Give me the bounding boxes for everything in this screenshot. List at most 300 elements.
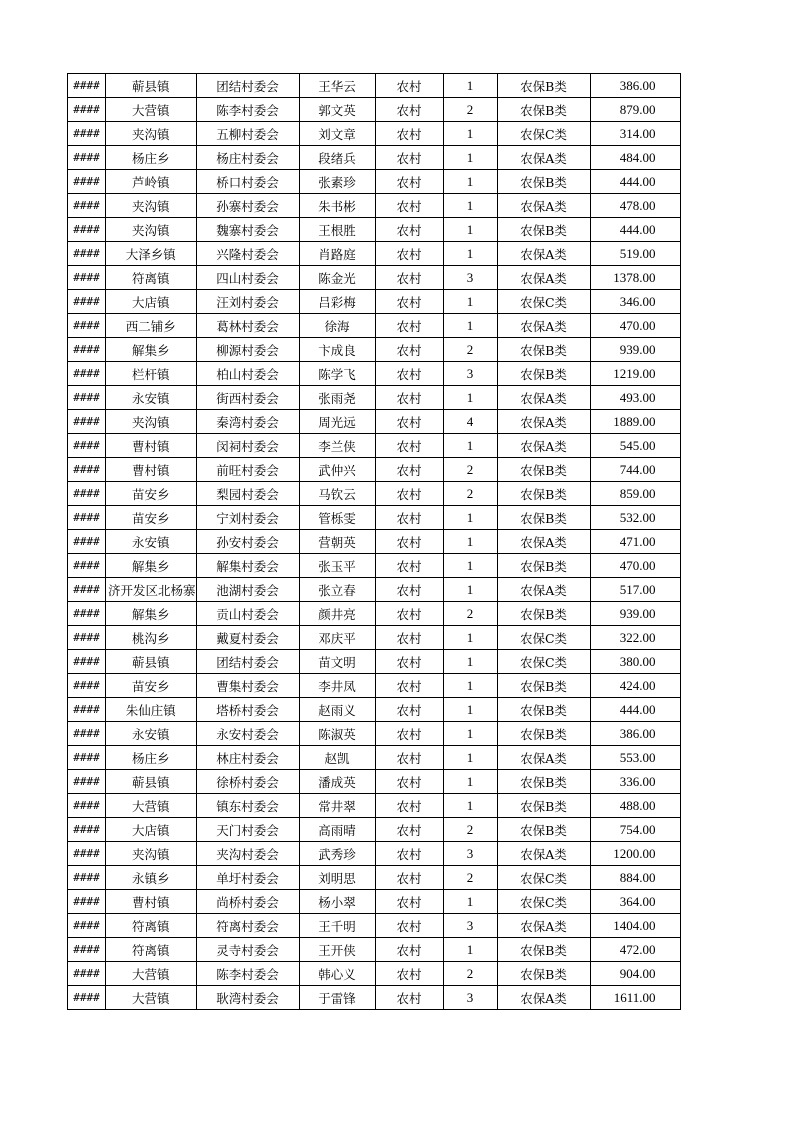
household-size-cell: 1 xyxy=(443,386,497,410)
town-cell: 西二铺乡 xyxy=(106,314,197,338)
village-cell: 葛林村委会 xyxy=(196,314,299,338)
area-type-cell: 农村 xyxy=(375,362,443,386)
insurance-class-cell: 农保B类 xyxy=(497,98,590,122)
village-cell: 池湖村委会 xyxy=(196,578,299,602)
area-type-cell: 农村 xyxy=(375,818,443,842)
town-cell: 符离镇 xyxy=(106,914,197,938)
household-size-cell: 1 xyxy=(443,746,497,770)
household-size-cell: 3 xyxy=(443,362,497,386)
date-cell: #### xyxy=(68,362,106,386)
name-cell: 李兰侠 xyxy=(299,434,375,458)
amount-cell: 386.00 xyxy=(590,722,680,746)
date-cell: #### xyxy=(68,602,106,626)
table-row xyxy=(68,266,681,290)
insurance-class-cell: 农保B类 xyxy=(497,602,590,626)
amount-cell: 744.00 xyxy=(590,458,680,482)
name-cell: 刘文章 xyxy=(299,122,375,146)
insurance-class-cell: 农保A类 xyxy=(497,986,590,1010)
table-row xyxy=(68,578,681,602)
household-size-cell: 1 xyxy=(443,194,497,218)
household-size-cell: 2 xyxy=(443,338,497,362)
date-cell: #### xyxy=(68,890,106,914)
household-size-cell: 1 xyxy=(443,650,497,674)
area-type-cell: 农村 xyxy=(375,146,443,170)
name-cell: 陈学飞 xyxy=(299,362,375,386)
amount-cell: 444.00 xyxy=(590,170,680,194)
table-row xyxy=(68,290,681,314)
household-size-cell: 1 xyxy=(443,314,497,338)
date-cell: #### xyxy=(68,914,106,938)
town-cell: 大泽乡镇 xyxy=(106,242,197,266)
table-row xyxy=(68,842,681,866)
area-type-cell: 农村 xyxy=(375,938,443,962)
area-type-cell: 农村 xyxy=(375,602,443,626)
amount-cell: 904.00 xyxy=(590,962,680,986)
area-type-cell: 农村 xyxy=(375,386,443,410)
date-cell: #### xyxy=(68,482,106,506)
table-row xyxy=(68,74,681,98)
household-size-cell: 1 xyxy=(443,218,497,242)
village-cell: 尚桥村委会 xyxy=(196,890,299,914)
table-row xyxy=(68,818,681,842)
village-cell: 团结村委会 xyxy=(196,74,299,98)
table-body xyxy=(68,74,681,1010)
table-row xyxy=(68,530,681,554)
amount-cell: 939.00 xyxy=(590,338,680,362)
date-cell: #### xyxy=(68,530,106,554)
area-type-cell: 农村 xyxy=(375,626,443,650)
town-cell: 夹沟镇 xyxy=(106,122,197,146)
date-cell: #### xyxy=(68,266,106,290)
amount-cell: 517.00 xyxy=(590,578,680,602)
town-cell: 大营镇 xyxy=(106,986,197,1010)
date-cell: #### xyxy=(68,650,106,674)
household-size-cell: 2 xyxy=(443,458,497,482)
date-cell: #### xyxy=(68,962,106,986)
household-size-cell: 2 xyxy=(443,602,497,626)
area-type-cell: 农村 xyxy=(375,218,443,242)
town-cell: 永镇乡 xyxy=(106,866,197,890)
amount-cell: 364.00 xyxy=(590,890,680,914)
name-cell: 马钦云 xyxy=(299,482,375,506)
name-cell: 高雨晴 xyxy=(299,818,375,842)
date-cell: #### xyxy=(68,98,106,122)
household-size-cell: 2 xyxy=(443,482,497,506)
date-cell: #### xyxy=(68,338,106,362)
amount-cell: 553.00 xyxy=(590,746,680,770)
table-row xyxy=(68,890,681,914)
date-cell: #### xyxy=(68,794,106,818)
date-cell: #### xyxy=(68,842,106,866)
amount-cell: 470.00 xyxy=(590,554,680,578)
village-cell: 桥口村委会 xyxy=(196,170,299,194)
village-cell: 徐桥村委会 xyxy=(196,770,299,794)
insurance-class-cell: 农保A类 xyxy=(497,746,590,770)
town-cell: 芦岭镇 xyxy=(106,170,197,194)
area-type-cell: 农村 xyxy=(375,770,443,794)
area-type-cell: 农村 xyxy=(375,722,443,746)
name-cell: 王开侠 xyxy=(299,938,375,962)
date-cell: #### xyxy=(68,218,106,242)
insurance-class-cell: 农保C类 xyxy=(497,890,590,914)
insurance-class-cell: 农保B类 xyxy=(497,170,590,194)
household-size-cell: 3 xyxy=(443,842,497,866)
area-type-cell: 农村 xyxy=(375,578,443,602)
amount-cell: 1219.00 xyxy=(590,362,680,386)
date-cell: #### xyxy=(68,986,106,1010)
area-type-cell: 农村 xyxy=(375,458,443,482)
village-cell: 宁刘村委会 xyxy=(196,506,299,530)
table-row xyxy=(68,362,681,386)
village-cell: 孙寨村委会 xyxy=(196,194,299,218)
town-cell: 曹村镇 xyxy=(106,434,197,458)
amount-cell: 314.00 xyxy=(590,122,680,146)
village-cell: 单圩村委会 xyxy=(196,866,299,890)
name-cell: 常井翠 xyxy=(299,794,375,818)
household-size-cell: 1 xyxy=(443,722,497,746)
insurance-class-cell: 农保B类 xyxy=(497,938,590,962)
village-cell: 夹沟村委会 xyxy=(196,842,299,866)
date-cell: #### xyxy=(68,770,106,794)
village-cell: 前旺村委会 xyxy=(196,458,299,482)
insurance-class-cell: 农保A类 xyxy=(497,842,590,866)
area-type-cell: 农村 xyxy=(375,98,443,122)
name-cell: 张立春 xyxy=(299,578,375,602)
area-type-cell: 农村 xyxy=(375,554,443,578)
amount-cell: 754.00 xyxy=(590,818,680,842)
village-cell: 天门村委会 xyxy=(196,818,299,842)
town-cell: 朱仙庄镇 xyxy=(106,698,197,722)
amount-cell: 380.00 xyxy=(590,650,680,674)
amount-cell: 488.00 xyxy=(590,794,680,818)
town-cell: 苗安乡 xyxy=(106,674,197,698)
village-cell: 陈李村委会 xyxy=(196,962,299,986)
amount-cell: 532.00 xyxy=(590,506,680,530)
name-cell: 赵雨义 xyxy=(299,698,375,722)
village-cell: 团结村委会 xyxy=(196,650,299,674)
amount-cell: 386.00 xyxy=(590,74,680,98)
insurance-class-cell: 农保B类 xyxy=(497,506,590,530)
household-size-cell: 1 xyxy=(443,290,497,314)
table-row xyxy=(68,218,681,242)
amount-cell: 1378.00 xyxy=(590,266,680,290)
amount-cell: 322.00 xyxy=(590,626,680,650)
amount-cell: 478.00 xyxy=(590,194,680,218)
amount-cell: 1889.00 xyxy=(590,410,680,434)
household-size-cell: 1 xyxy=(443,698,497,722)
amount-cell: 444.00 xyxy=(590,218,680,242)
date-cell: #### xyxy=(68,506,106,530)
name-cell: 王根胜 xyxy=(299,218,375,242)
date-cell: #### xyxy=(68,674,106,698)
insurance-class-cell: 农保B类 xyxy=(497,482,590,506)
insurance-class-cell: 农保B类 xyxy=(497,698,590,722)
insurance-class-cell: 农保C类 xyxy=(497,866,590,890)
name-cell: 周光远 xyxy=(299,410,375,434)
table-row xyxy=(68,770,681,794)
table-row xyxy=(68,794,681,818)
table-row xyxy=(68,674,681,698)
table-row xyxy=(68,98,681,122)
town-cell: 蕲县镇 xyxy=(106,74,197,98)
area-type-cell: 农村 xyxy=(375,170,443,194)
insurance-class-cell: 农保B类 xyxy=(497,674,590,698)
table-row xyxy=(68,482,681,506)
insurance-class-cell: 农保A类 xyxy=(497,914,590,938)
table-row xyxy=(68,914,681,938)
table-row xyxy=(68,962,681,986)
town-cell: 曹村镇 xyxy=(106,890,197,914)
village-cell: 魏寨村委会 xyxy=(196,218,299,242)
insurance-class-cell: 农保B类 xyxy=(497,554,590,578)
beneficiary-table xyxy=(67,73,681,1010)
household-size-cell: 1 xyxy=(443,74,497,98)
name-cell: 郭文英 xyxy=(299,98,375,122)
amount-cell: 470.00 xyxy=(590,314,680,338)
village-cell: 解集村委会 xyxy=(196,554,299,578)
town-cell: 蕲县镇 xyxy=(106,650,197,674)
amount-cell: 939.00 xyxy=(590,602,680,626)
amount-cell: 346.00 xyxy=(590,290,680,314)
insurance-class-cell: 农保A类 xyxy=(497,266,590,290)
area-type-cell: 农村 xyxy=(375,794,443,818)
household-size-cell: 1 xyxy=(443,674,497,698)
town-cell: 大营镇 xyxy=(106,98,197,122)
area-type-cell: 农村 xyxy=(375,698,443,722)
town-cell: 蕲县镇 xyxy=(106,770,197,794)
table-row xyxy=(68,146,681,170)
household-size-cell: 2 xyxy=(443,866,497,890)
village-cell: 汪刘村委会 xyxy=(196,290,299,314)
area-type-cell: 农村 xyxy=(375,290,443,314)
insurance-class-cell: 农保B类 xyxy=(497,74,590,98)
household-size-cell: 2 xyxy=(443,962,497,986)
date-cell: #### xyxy=(68,458,106,482)
date-cell: #### xyxy=(68,386,106,410)
village-cell: 永安村委会 xyxy=(196,722,299,746)
village-cell: 闵祠村委会 xyxy=(196,434,299,458)
town-cell: 杨庄乡 xyxy=(106,746,197,770)
name-cell: 韩心义 xyxy=(299,962,375,986)
household-size-cell: 1 xyxy=(443,170,497,194)
insurance-class-cell: 农保A类 xyxy=(497,242,590,266)
area-type-cell: 农村 xyxy=(375,482,443,506)
village-cell: 灵寺村委会 xyxy=(196,938,299,962)
table-row xyxy=(68,458,681,482)
area-type-cell: 农村 xyxy=(375,986,443,1010)
name-cell: 段绪兵 xyxy=(299,146,375,170)
name-cell: 李井凤 xyxy=(299,674,375,698)
date-cell: #### xyxy=(68,314,106,338)
household-size-cell: 3 xyxy=(443,266,497,290)
amount-cell: 484.00 xyxy=(590,146,680,170)
town-cell: 符离镇 xyxy=(106,266,197,290)
area-type-cell: 农村 xyxy=(375,650,443,674)
area-type-cell: 农村 xyxy=(375,314,443,338)
area-type-cell: 农村 xyxy=(375,866,443,890)
table-row xyxy=(68,554,681,578)
table-row xyxy=(68,506,681,530)
village-cell: 柳源村委会 xyxy=(196,338,299,362)
table-row xyxy=(68,170,681,194)
date-cell: #### xyxy=(68,746,106,770)
town-cell: 永安镇 xyxy=(106,722,197,746)
insurance-class-cell: 农保B类 xyxy=(497,218,590,242)
insurance-class-cell: 农保A类 xyxy=(497,434,590,458)
village-cell: 四山村委会 xyxy=(196,266,299,290)
insurance-class-cell: 农保C类 xyxy=(497,122,590,146)
village-cell: 街西村委会 xyxy=(196,386,299,410)
area-type-cell: 农村 xyxy=(375,74,443,98)
insurance-class-cell: 农保B类 xyxy=(497,962,590,986)
amount-cell: 884.00 xyxy=(590,866,680,890)
household-size-cell: 2 xyxy=(443,818,497,842)
table-row xyxy=(68,338,681,362)
name-cell: 陈金光 xyxy=(299,266,375,290)
village-cell: 梨园村委会 xyxy=(196,482,299,506)
town-cell: 大营镇 xyxy=(106,962,197,986)
amount-cell: 424.00 xyxy=(590,674,680,698)
name-cell: 管栎雯 xyxy=(299,506,375,530)
amount-cell: 1404.00 xyxy=(590,914,680,938)
name-cell: 于雷锋 xyxy=(299,986,375,1010)
household-size-cell: 3 xyxy=(443,914,497,938)
household-size-cell: 1 xyxy=(443,554,497,578)
date-cell: #### xyxy=(68,938,106,962)
town-cell: 解集乡 xyxy=(106,338,197,362)
insurance-class-cell: 农保B类 xyxy=(497,794,590,818)
date-cell: #### xyxy=(68,410,106,434)
date-cell: #### xyxy=(68,554,106,578)
area-type-cell: 农村 xyxy=(375,746,443,770)
insurance-class-cell: 农保B类 xyxy=(497,818,590,842)
area-type-cell: 农村 xyxy=(375,914,443,938)
table-row xyxy=(68,938,681,962)
town-cell: 解集乡 xyxy=(106,554,197,578)
household-size-cell: 1 xyxy=(443,146,497,170)
amount-cell: 493.00 xyxy=(590,386,680,410)
date-cell: #### xyxy=(68,170,106,194)
insurance-class-cell: 农保A类 xyxy=(497,146,590,170)
insurance-class-cell: 农保C类 xyxy=(497,650,590,674)
village-cell: 贡山村委会 xyxy=(196,602,299,626)
amount-cell: 859.00 xyxy=(590,482,680,506)
household-size-cell: 1 xyxy=(443,626,497,650)
name-cell: 武仲兴 xyxy=(299,458,375,482)
town-cell: 解集乡 xyxy=(106,602,197,626)
amount-cell: 1611.00 xyxy=(590,986,680,1010)
insurance-class-cell: 农保B类 xyxy=(497,458,590,482)
date-cell: #### xyxy=(68,146,106,170)
village-cell: 陈李村委会 xyxy=(196,98,299,122)
village-cell: 孙安村委会 xyxy=(196,530,299,554)
household-size-cell: 4 xyxy=(443,410,497,434)
name-cell: 赵凯 xyxy=(299,746,375,770)
area-type-cell: 农村 xyxy=(375,842,443,866)
village-cell: 兴隆村委会 xyxy=(196,242,299,266)
town-cell: 永安镇 xyxy=(106,530,197,554)
area-type-cell: 农村 xyxy=(375,194,443,218)
area-type-cell: 农村 xyxy=(375,962,443,986)
village-cell: 秦湾村委会 xyxy=(196,410,299,434)
area-type-cell: 农村 xyxy=(375,506,443,530)
date-cell: #### xyxy=(68,434,106,458)
village-cell: 曹集村委会 xyxy=(196,674,299,698)
town-cell: 苗安乡 xyxy=(106,482,197,506)
name-cell: 潘成英 xyxy=(299,770,375,794)
date-cell: #### xyxy=(68,194,106,218)
household-size-cell: 1 xyxy=(443,938,497,962)
area-type-cell: 农村 xyxy=(375,122,443,146)
name-cell: 营朝英 xyxy=(299,530,375,554)
amount-cell: 471.00 xyxy=(590,530,680,554)
insurance-class-cell: 农保B类 xyxy=(497,338,590,362)
area-type-cell: 农村 xyxy=(375,242,443,266)
table-row xyxy=(68,194,681,218)
insurance-class-cell: 农保A类 xyxy=(497,314,590,338)
name-cell: 陈淑英 xyxy=(299,722,375,746)
town-cell: 夹沟镇 xyxy=(106,194,197,218)
amount-cell: 472.00 xyxy=(590,938,680,962)
table-row xyxy=(68,434,681,458)
table-row xyxy=(68,722,681,746)
insurance-class-cell: 农保A类 xyxy=(497,530,590,554)
household-size-cell: 1 xyxy=(443,122,497,146)
name-cell: 徐海 xyxy=(299,314,375,338)
name-cell: 杨小翠 xyxy=(299,890,375,914)
date-cell: #### xyxy=(68,578,106,602)
town-cell: 桃沟乡 xyxy=(106,626,197,650)
town-cell: 大营镇 xyxy=(106,794,197,818)
table-row xyxy=(68,410,681,434)
household-size-cell: 2 xyxy=(443,98,497,122)
town-cell: 济开发区北杨寨 xyxy=(106,578,197,602)
amount-cell: 519.00 xyxy=(590,242,680,266)
table-row xyxy=(68,986,681,1010)
date-cell: #### xyxy=(68,74,106,98)
name-cell: 苗文明 xyxy=(299,650,375,674)
table-row xyxy=(68,386,681,410)
insurance-class-cell: 农保C类 xyxy=(497,290,590,314)
area-type-cell: 农村 xyxy=(375,434,443,458)
name-cell: 吕彩梅 xyxy=(299,290,375,314)
name-cell: 卞成良 xyxy=(299,338,375,362)
town-cell: 夹沟镇 xyxy=(106,218,197,242)
table-row xyxy=(68,698,681,722)
insurance-class-cell: 农保B类 xyxy=(497,770,590,794)
household-size-cell: 1 xyxy=(443,770,497,794)
area-type-cell: 农村 xyxy=(375,266,443,290)
table-row xyxy=(68,314,681,338)
name-cell: 肖路庭 xyxy=(299,242,375,266)
table-row xyxy=(68,866,681,890)
town-cell: 夹沟镇 xyxy=(106,842,197,866)
area-type-cell: 农村 xyxy=(375,674,443,698)
household-size-cell: 1 xyxy=(443,794,497,818)
amount-cell: 444.00 xyxy=(590,698,680,722)
table-row xyxy=(68,650,681,674)
date-cell: #### xyxy=(68,698,106,722)
name-cell: 颜井亮 xyxy=(299,602,375,626)
town-cell: 苗安乡 xyxy=(106,506,197,530)
household-size-cell: 1 xyxy=(443,434,497,458)
date-cell: #### xyxy=(68,122,106,146)
area-type-cell: 农村 xyxy=(375,890,443,914)
name-cell: 王千明 xyxy=(299,914,375,938)
insurance-class-cell: 农保C类 xyxy=(497,626,590,650)
area-type-cell: 农村 xyxy=(375,338,443,362)
date-cell: #### xyxy=(68,866,106,890)
